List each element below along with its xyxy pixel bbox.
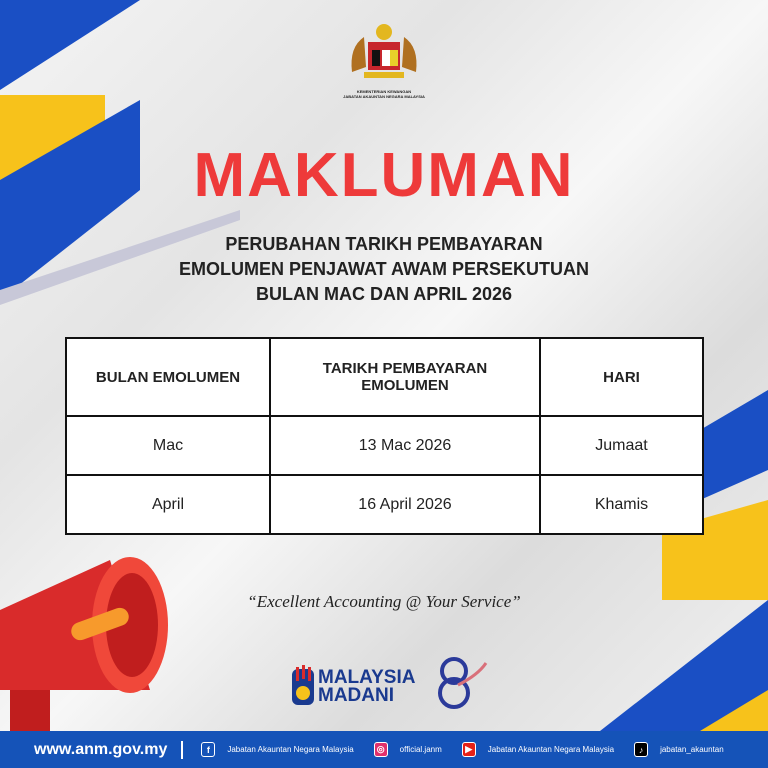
tiktok-link[interactable]: jabatan_akauntan bbox=[660, 745, 724, 754]
footer-bar bbox=[0, 731, 768, 768]
jata-negara-logo bbox=[336, 22, 432, 108]
madani-line1: MALAYSIA bbox=[318, 667, 416, 688]
header-tarikh: TARIKH PEMBAYARAN EMOLUMEN bbox=[270, 338, 540, 416]
instagram-link[interactable]: official.janm bbox=[399, 745, 442, 754]
page-title: MAKLUMAN bbox=[193, 141, 575, 210]
cell-date: 13 Mac 2026 bbox=[270, 416, 540, 475]
slogan: “Excellent Accounting @ Your Service” bbox=[247, 592, 521, 611]
megaphone-icon bbox=[0, 557, 168, 731]
website-link[interactable]: www.anm.gov.my bbox=[34, 740, 168, 758]
coat-of-arms-icon bbox=[344, 22, 424, 84]
cell-day: Jumaat bbox=[540, 416, 703, 475]
youtube-link[interactable]: Jabatan Akauntan Negara Malaysia bbox=[487, 745, 615, 754]
facebook-link[interactable]: Jabatan Akauntan Negara Malaysia bbox=[227, 745, 354, 754]
table-header-row bbox=[66, 338, 703, 416]
payment-date-table bbox=[65, 337, 704, 535]
table-row bbox=[66, 416, 703, 475]
subtitle-line: BULAN MAC DAN APRIL 2026 bbox=[255, 284, 513, 304]
table-row bbox=[66, 475, 703, 534]
madani-hand-icon bbox=[288, 665, 318, 709]
youtube-icon[interactable]: ▶ bbox=[462, 742, 476, 757]
facebook-icon[interactable]: f bbox=[201, 742, 215, 757]
subtitle-line: EMOLUMEN PENJAWAT AWAM PERSEKUTUAN bbox=[178, 259, 590, 279]
tiktok-icon[interactable]: ♪ bbox=[634, 742, 648, 757]
header-bulan: BULAN EMOLUMEN bbox=[66, 338, 270, 416]
cell-month: Mac bbox=[66, 416, 270, 475]
header-hari: HARI bbox=[540, 338, 703, 416]
subtitle bbox=[0, 232, 768, 307]
cell-date: 16 April 2026 bbox=[270, 475, 540, 534]
cell-month: April bbox=[66, 475, 270, 534]
malaysia-madani-logo bbox=[288, 665, 415, 709]
madani-line2: MADANI bbox=[318, 685, 394, 706]
divider bbox=[181, 741, 183, 759]
ministry-text: KEMENTERIAN KEWANGAN bbox=[356, 89, 412, 94]
subtitle-line: PERUBAHAN TARIKH PEMBAYARAN bbox=[225, 234, 543, 254]
instagram-icon[interactable]: ◎ bbox=[374, 742, 388, 757]
department-text: JABATAN AKAUNTAN NEGARA MALAYSIA bbox=[343, 94, 425, 99]
anniversary-logo bbox=[428, 655, 490, 711]
cell-day: Khamis bbox=[540, 475, 703, 534]
